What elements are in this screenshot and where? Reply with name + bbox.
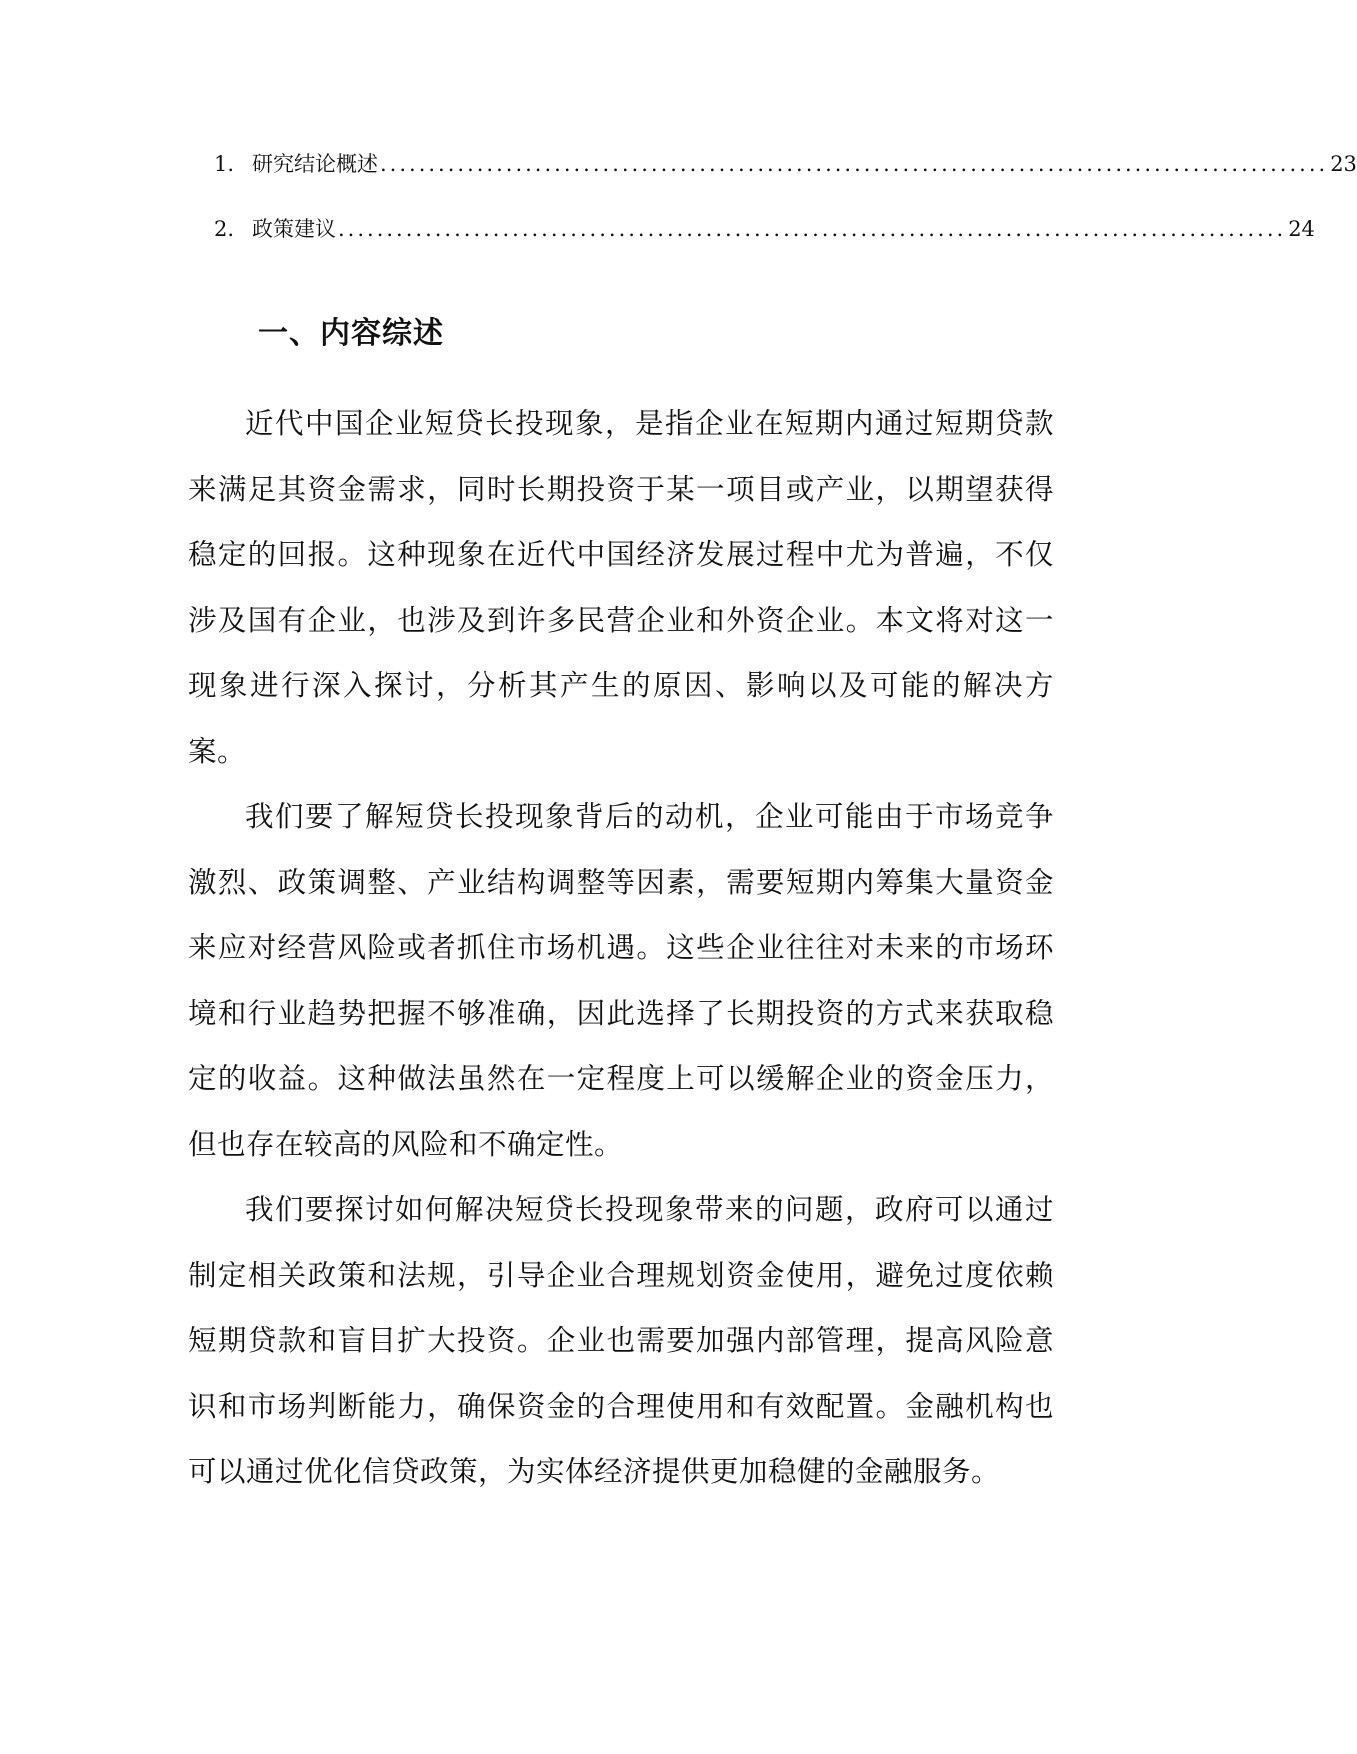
toc-entry-title: 政策建议 [252, 217, 336, 241]
toc-dot-leader: .................................................................................................. [380, 152, 1329, 176]
toc-entry[interactable] [214, 213, 1315, 245]
section-body [188, 391, 1054, 1505]
section-heading: 一、内容综述 [258, 316, 444, 351]
table-of-contents [214, 148, 1357, 278]
body-paragraph: 近代中国企业短贷长投现象，是指企业在短期内通过短期贷款来满足其资金需求，同时长期投资于某一项目或产业，以期望获得稳定的回报。这种现象在近代中国经济发展过程中尤为普遍，不仅涉及国有企业，也涉及到许多民营企业和外资企业。本文将对这一现象进行深入探讨，分析其产生的原因、影响以及可能的解决方案。 [188, 407, 1054, 768]
toc-entry-title: 研究结论概述 [252, 152, 378, 176]
toc-entry[interactable] [214, 148, 1357, 180]
body-paragraph: 我们要探讨如何解决短贷长投现象带来的问题，政府可以通过制定相关政策和法规，引导企业合理规划资金使用，避免过度依赖短期贷款和盲目扩大投资。企业也需要加强内部管理，提高风险意识和市场判断能力，确保资金的合理使用和有效配置。金融机构也可以通过优化信贷政策，为实体经济提供更加稳健的金融服务。 [188, 1193, 1054, 1488]
body-paragraph: 我们要了解短贷长投现象背后的动机，企业可能由于市场竞争激烈、政策调整、产业结构调整等因素，需要短期内筹集大量资金来应对经营风险或者抓住市场机遇。这些企业往往对未来的市场环境和行业趋势把握不够准确，因此选择了长期投资的方式来获取稳定的收益。这种做法虽然在一定程度上可以缓解企业的资金压力，但也存在较高的风险和不确定性。 [188, 800, 1054, 1161]
toc-entry-page: 23 [1330, 152, 1357, 176]
toc-entry-number: 1. [214, 152, 235, 176]
toc-dot-leader: .................................................................................................. [338, 217, 1287, 241]
toc-entry-page: 24 [1288, 217, 1315, 241]
toc-entry-number: 2. [214, 217, 235, 241]
